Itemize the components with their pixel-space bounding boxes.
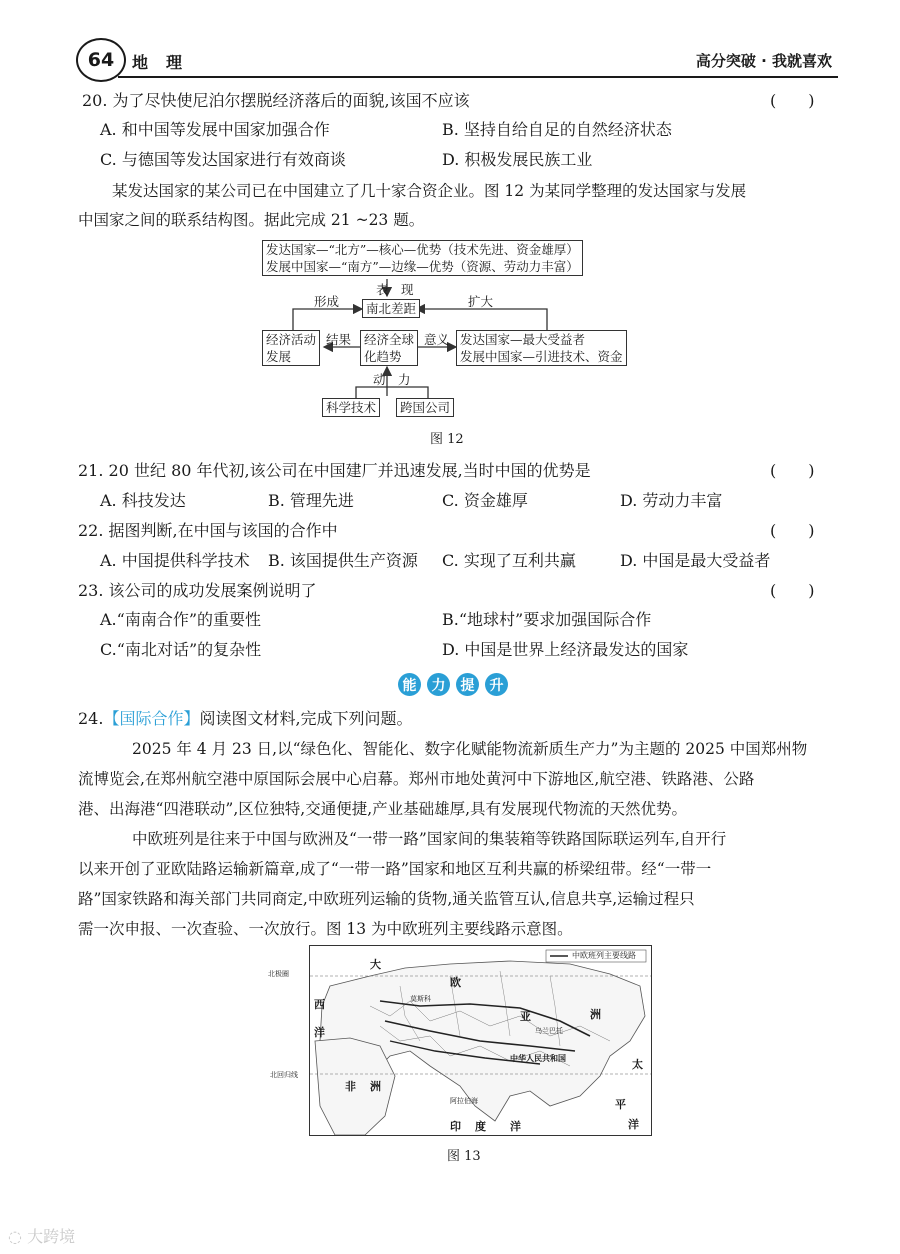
diagram-north-south-box bbox=[262, 240, 583, 276]
q20-answer-blank: ( ) bbox=[770, 91, 815, 110]
q21-stem: 21. 20 世纪 80 年代初,该公司在中国建厂并迅速发展,当时中国的优势是 bbox=[78, 461, 591, 480]
q22-option-a: A. 中国提供科学技术 bbox=[100, 551, 250, 570]
q24-p1-line2: 流博览会,在郑州航空港中原国际会展中心启幕。郑州市地处黄河中下游地区,航空港、铁路港、公路 bbox=[78, 770, 755, 788]
q24-p2-line3: 路”国家铁路和海关部门共同商定,中欧班列运输的货物,通关监管互认,信息共享,运输过程只 bbox=[78, 890, 695, 908]
watermark-icon: ◌ bbox=[8, 1227, 22, 1246]
map-label-europe: 欧 bbox=[450, 976, 461, 989]
q24-p2-line2: 以来开创了亚欧陆路运输新篇章,成了“一带一路”国家和地区互利共赢的桥梁纽带。经“一带一 bbox=[78, 860, 712, 878]
series-slogan: 高分突破 · 我就喜欢 bbox=[695, 52, 832, 70]
page-number: 64 bbox=[76, 38, 126, 82]
map-label-da: 大 bbox=[370, 958, 381, 971]
map-label-indian-3: 洋 bbox=[510, 1120, 521, 1133]
ability-banner bbox=[398, 673, 508, 696]
ability-char-3: 提 bbox=[456, 673, 479, 696]
q20-option-b: B. 坚持自给自足的自然经济状态 bbox=[442, 120, 672, 139]
map-label-asia-1: 亚 bbox=[520, 1010, 531, 1023]
map-label-arctic-circle: 北极圈 bbox=[268, 970, 289, 978]
figure-12-caption: 图 12 bbox=[430, 432, 464, 447]
q21-option-c: C. 资金雄厚 bbox=[442, 491, 528, 510]
watermark-text: 大跨境 bbox=[27, 1227, 76, 1246]
q23-option-b: B.“地球村”要求加强国际合作 bbox=[442, 610, 652, 629]
q21-option-a: A. 科技发达 bbox=[100, 491, 186, 510]
ability-char-4: 升 bbox=[485, 673, 508, 696]
figure-13-map bbox=[309, 945, 652, 1136]
q24-topic-tag: 【国际合作】 bbox=[103, 709, 200, 728]
q23-stem: 23. 该公司的成功发展案例说明了 bbox=[78, 581, 317, 600]
subject-title: 地理 bbox=[132, 53, 201, 72]
q24-number: 24. bbox=[78, 709, 104, 728]
q22-answer-blank: ( ) bbox=[770, 521, 815, 540]
diagram-significance-box bbox=[456, 330, 627, 366]
ability-char-2: 力 bbox=[427, 673, 450, 696]
diagram-gap-box: 南北差距 bbox=[362, 299, 420, 318]
diagram-north-line: 发达国家—“北方”—核心—优势（技术先进、资金雄厚） bbox=[266, 242, 579, 257]
intro-line-2: 中国家之间的联系结构图。据此完成 21 ~23 题。 bbox=[78, 211, 425, 229]
diagram-econ-activity-line1: 经济活动 bbox=[266, 332, 317, 347]
map-label-ulaanbaatar: 乌兰巴托 bbox=[535, 1027, 563, 1035]
q22-option-b: B. 该国提供生产资源 bbox=[268, 551, 418, 570]
map-label-arabian-sea: 阿拉伯海 bbox=[450, 1097, 478, 1105]
map-label-asia-2: 洲 bbox=[590, 1008, 601, 1021]
q20-option-d: D. 积极发展民族工业 bbox=[442, 150, 593, 169]
q23-option-a: A.“南南合作”的重要性 bbox=[100, 610, 262, 629]
q22-option-d: D. 中国是最大受益者 bbox=[620, 551, 771, 570]
q22-option-c: C. 实现了互利共赢 bbox=[442, 551, 576, 570]
diagram-label-manifest: 表 现 bbox=[376, 282, 414, 297]
q21-answer-blank: ( ) bbox=[770, 461, 815, 480]
figure-13-caption: 图 13 bbox=[447, 1149, 481, 1164]
q24-p1-line3: 港、出海港“四港联动”,区位独特,交通便捷,产业基础雄厚,具有发展现代物流的天然优势。 bbox=[78, 800, 688, 818]
q22-stem: 22. 据图判断,在中国与该国的合作中 bbox=[78, 521, 338, 540]
q23-option-d: D. 中国是世界上经济最发达的国家 bbox=[442, 640, 689, 659]
q24-heading bbox=[78, 708, 413, 730]
q23-option-c: C.“南北对话”的复杂性 bbox=[100, 640, 262, 659]
map-label-africa-2: 洲 bbox=[370, 1080, 381, 1093]
diagram-science-box: 科学技术 bbox=[322, 398, 380, 417]
map-label-xi: 西 bbox=[314, 998, 325, 1011]
q20-stem: 20. 为了尽快使尼泊尔摆脱经济落后的面貌,该国不应该 bbox=[82, 91, 470, 110]
diagram-significance-line2: 发展中国家—引进技术、资金 bbox=[460, 349, 623, 364]
q24-p2-line1: 中欧班列是往来于中国与欧洲及“一带一路”国家间的集装箱等铁路国际联运列车,自开行 bbox=[132, 830, 727, 848]
q23-answer-blank: ( ) bbox=[770, 581, 815, 600]
q24-p1-line1: 2025 年 4 月 23 日,以“绿色化、智能化、数字化赋能物流新质生产力”为主题的 2025 中国郑州物 bbox=[132, 740, 808, 758]
diagram-significance-line1: 发达国家—最大受益者 bbox=[460, 332, 586, 347]
map-label-yang: 洋 bbox=[314, 1026, 325, 1039]
diagram-label-driver: 动 力 bbox=[373, 372, 411, 387]
q24-stem: 阅读图文材料,完成下列问题。 bbox=[199, 709, 413, 728]
map-label-tropic: 北回归线 bbox=[270, 1071, 298, 1079]
diagram-globalization-line2: 化趋势 bbox=[364, 349, 402, 364]
diagram-econ-activity-box bbox=[262, 330, 320, 366]
intro-line-1: 某发达国家的某公司已在中国建立了几十家合资企业。图 12 为某同学整理的发达国家与发展 bbox=[112, 182, 747, 200]
map-label-africa-1: 非 bbox=[345, 1080, 356, 1093]
map-label-indian-2: 度 bbox=[475, 1120, 486, 1133]
diagram-multinational-box: 跨国公司 bbox=[396, 398, 454, 417]
q20-option-c: C. 与德国等发达国家进行有效商谈 bbox=[100, 150, 346, 169]
diagram-label-result: 结果 bbox=[326, 332, 352, 347]
diagram-south-line: 发展中国家—“南方”—边缘—优势（资源、劳动力丰富） bbox=[266, 259, 579, 274]
q21-option-b: B. 管理先进 bbox=[268, 491, 354, 510]
diagram-label-expand: 扩大 bbox=[468, 294, 494, 309]
q24-p2-line4: 需一次申报、一次查验、一次放行。图 13 为中欧班列主要线路示意图。 bbox=[78, 920, 573, 938]
diagram-globalization-box bbox=[360, 330, 418, 366]
map-drawing bbox=[310, 946, 651, 1135]
map-label-pacific-2: 平 bbox=[615, 1098, 626, 1111]
diagram-label-form: 形成 bbox=[314, 294, 340, 309]
diagram-econ-activity-line2: 发展 bbox=[266, 349, 292, 364]
q21-option-d: D. 劳动力丰富 bbox=[620, 491, 723, 510]
watermark-logo bbox=[8, 1224, 75, 1247]
figure-12-connectors bbox=[0, 0, 900, 440]
diagram-globalization-line1: 经济全球 bbox=[364, 332, 415, 347]
map-legend-label: 中欧班列主要线路 bbox=[572, 951, 636, 960]
map-label-pacific-1: 太 bbox=[632, 1058, 643, 1071]
map-label-indian-1: 印 bbox=[450, 1120, 461, 1133]
q20-option-a: A. 和中国等发展中国家加强合作 bbox=[100, 120, 330, 139]
map-label-pacific-3: 洋 bbox=[628, 1118, 639, 1131]
map-label-moscow: 莫斯科 bbox=[410, 995, 431, 1003]
diagram-label-significance: 意义 bbox=[424, 332, 450, 347]
ability-char-1: 能 bbox=[398, 673, 421, 696]
map-label-prc: 中华人民共和国 bbox=[510, 1053, 566, 1063]
